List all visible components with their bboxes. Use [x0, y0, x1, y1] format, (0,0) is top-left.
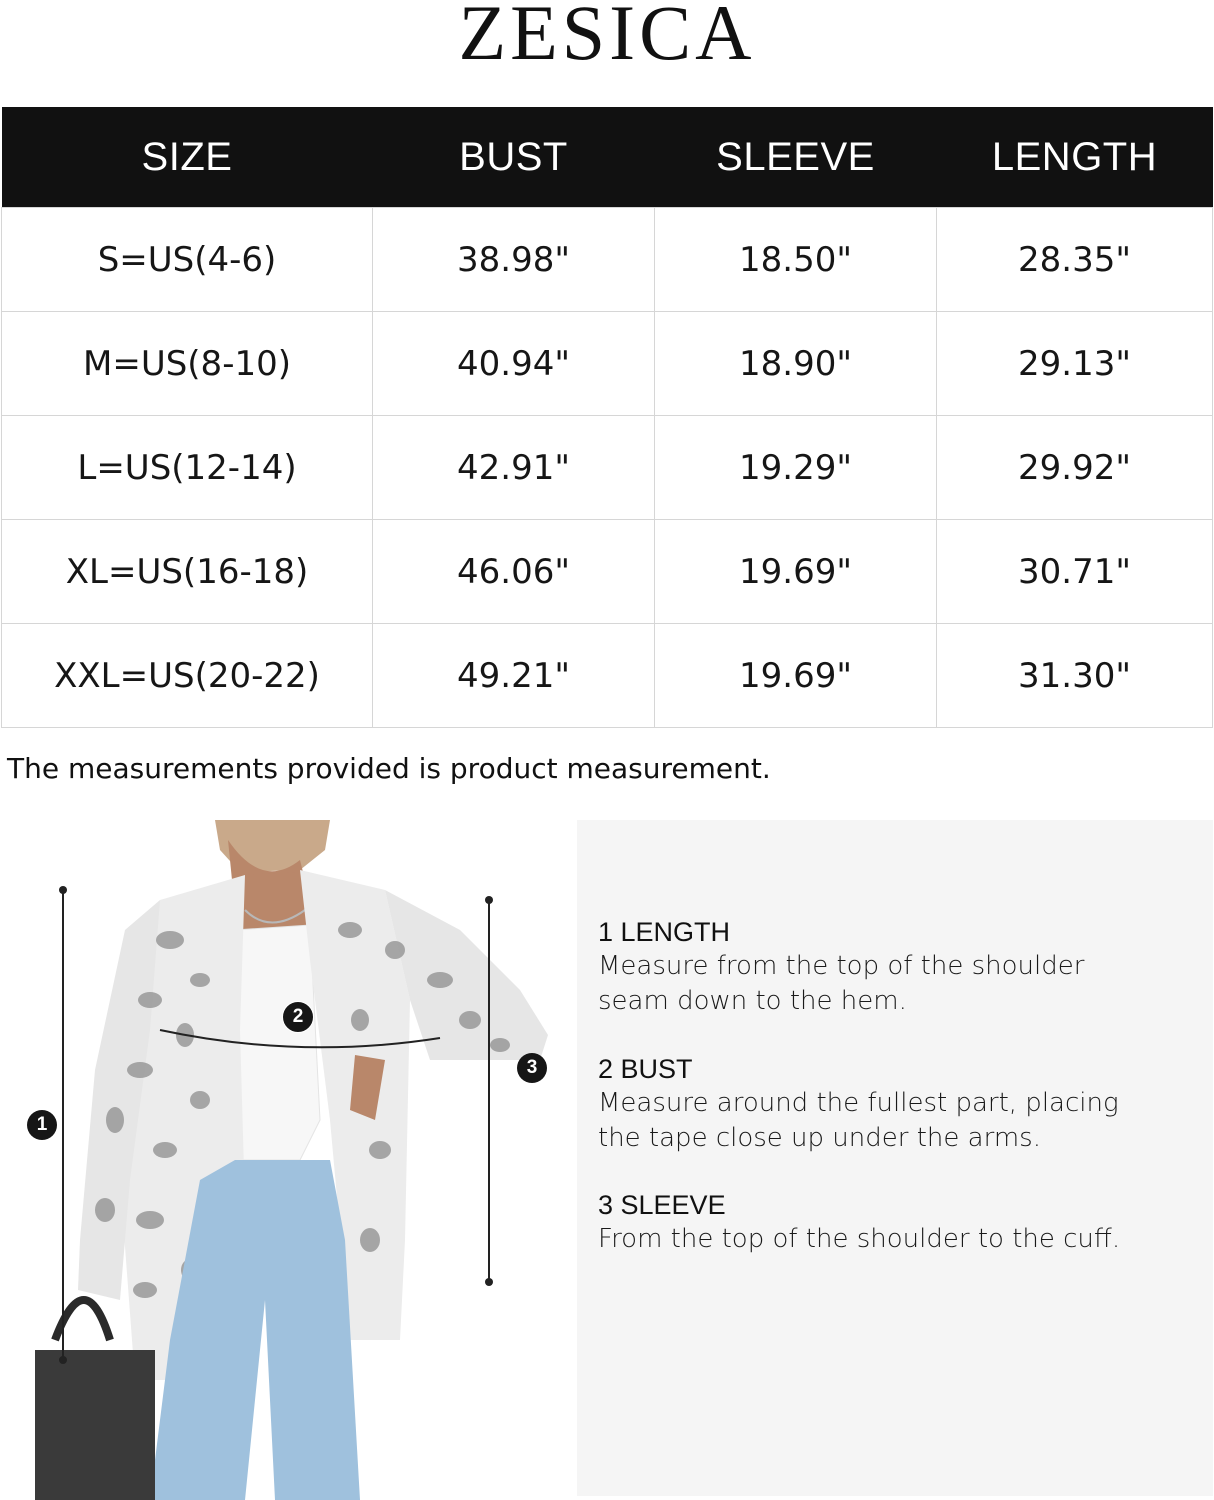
cell-size: S=US(4-6) [2, 208, 373, 312]
table-row [2, 208, 1213, 312]
cell-length: 31.30" [937, 624, 1213, 728]
cell-size: XL=US(16-18) [2, 520, 373, 624]
table-row [2, 520, 1213, 624]
table-header-row [2, 107, 1213, 208]
badge-bust: 2 [282, 1001, 314, 1033]
cell-sleeve: 18.90" [655, 312, 937, 416]
table-row [2, 624, 1213, 728]
measurement-note: The measurements provided is product measurement. [7, 752, 771, 785]
cell-length: 29.13" [937, 312, 1213, 416]
header-length: LENGTH [937, 107, 1213, 208]
table-row [2, 312, 1213, 416]
instruction-title: 3 SLEEVE [598, 1190, 726, 1220]
cell-length: 30.71" [937, 520, 1213, 624]
model-figure [0, 820, 570, 1500]
cell-size: M=US(8-10) [2, 312, 373, 416]
model-illustration [0, 820, 570, 1500]
cell-bust: 49.21" [373, 624, 655, 728]
cell-size: XXL=US(20-22) [2, 624, 373, 728]
cell-length: 29.92" [937, 416, 1213, 520]
cell-bust: 46.06" [373, 520, 655, 624]
table-row [2, 416, 1213, 520]
header-sleeve: SLEEVE [655, 107, 937, 208]
instruction-text: From the top of the shoulder to the cuff. [598, 1224, 1121, 1254]
instruction-title: 1 LENGTH [598, 917, 731, 947]
instruction-sleeve [598, 1188, 1198, 1257]
badge-length: 1 [27, 1110, 57, 1140]
instruction-bust [598, 1052, 1198, 1156]
header-bust: BUST [373, 107, 655, 208]
header-size: SIZE [2, 107, 373, 208]
cell-sleeve: 19.29" [655, 416, 937, 520]
size-chart-table [1, 107, 1213, 728]
brand-logo: ZESICA [458, 0, 756, 76]
cell-size: L=US(12-14) [2, 416, 373, 520]
cell-bust: 38.98" [373, 208, 655, 312]
handbag [35, 1350, 155, 1500]
cell-sleeve: 19.69" [655, 520, 937, 624]
measurement-instructions-panel [577, 820, 1213, 1496]
cell-length: 28.35" [937, 208, 1213, 312]
cell-sleeve: 18.50" [655, 208, 937, 312]
cell-bust: 42.91" [373, 416, 655, 520]
instruction-text: Measure around the fullest part, placing the tape close up under the arms. [598, 1088, 1119, 1153]
cell-bust: 40.94" [373, 312, 655, 416]
cell-sleeve: 19.69" [655, 624, 937, 728]
instruction-text: Measure from the top of the shoulder seam down to the hem. [598, 951, 1085, 1016]
badge-sleeve: 3 [517, 1053, 547, 1083]
instruction-length [598, 915, 1198, 1019]
cardigan-right-sleeve [385, 890, 548, 1060]
instruction-title: 2 BUST [598, 1054, 693, 1084]
